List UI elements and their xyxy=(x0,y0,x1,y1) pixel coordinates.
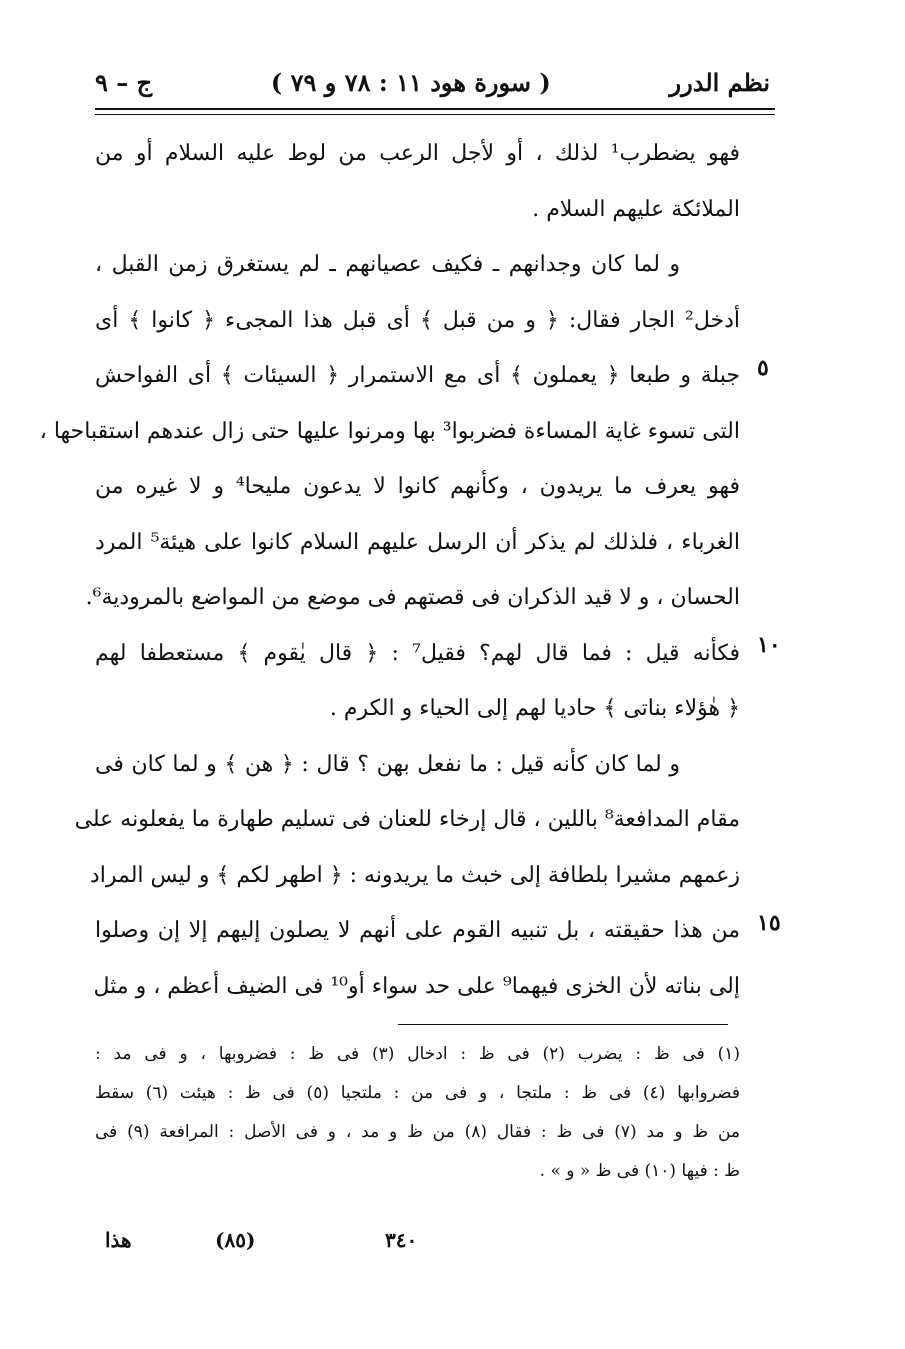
text-line: الغرباء ، فلذلك لم يذكر أن الرسل عليهم السلام كانوا على هيئة⁵ المرد xyxy=(95,529,740,555)
footnote-line: من ظ و مد (٧) فى ظ : فقال (٨) من ظ و مد ، و فى الأصل : المرافعة (٩) فى xyxy=(95,1122,740,1142)
text-line: التى تسوء غاية المساءة فضربوا³ بها ومرنوا عليها حتى زال عندهم استقباحها ، xyxy=(39,418,740,444)
text-line: فهو يضطرب¹ لذلك ، أو لأجل الرعب من لوط عليه السلام أو من xyxy=(95,141,740,166)
running-header xyxy=(95,62,770,102)
main-text xyxy=(39,126,741,1014)
volume-label: ج – ٩ xyxy=(95,67,153,97)
signature-mark: (٨٥) xyxy=(215,1228,256,1252)
text-line: فهو يعرف ما يريدون ، وكأنهم كانوا لا يدعون مليحا⁴ و لا غيره من xyxy=(95,474,741,499)
text-line: ﴿ هٰؤلاء بناتى ﴾ حاديا لهم إلى الحياء و الكرم . xyxy=(329,696,740,721)
text-line: مقام المدافعة⁸ باللين ، قال إرخاء للعنان فى تسليم طهارة ما يفعلونه على xyxy=(74,807,740,832)
text-line: و لما كان وجدانهم ـ فكيف عصيانهم ـ لم يستغرق زمن القبل ، xyxy=(95,252,680,277)
text-line: إلى بناته لأن الخزى فيهما⁹ على حد سواء أو¹⁰ فى الضيف أعظم ، و مثل xyxy=(93,973,740,999)
catchword: هذا xyxy=(105,1228,132,1252)
text-line: الحسان ، و لا قيد الذكران فى قصتهم فى موضع من المواضع بالمرودية⁶. xyxy=(85,585,740,610)
text-line: الملائكة عليهم السلام . xyxy=(532,196,740,222)
footnote-rule xyxy=(398,1024,728,1025)
text-line: و لما كان كأنه قيل : ما نفعل بهن ؟ قال : ﴿ هن ﴾ و لما كان فى xyxy=(95,751,680,777)
footnote-line: (١) فى ظ : يضرب (٢) فى ظ : ادخال (٣) فى ظ : فضروبها ، و فى مد : xyxy=(95,1044,740,1064)
footnote-line: فضروابها (٤) فى ظ : ملتجا ، و فى من : ملتجيا (٥) فى ظ : هيئت (٦) سقط xyxy=(95,1083,740,1103)
footnote-line: ظ : فيها (١٠) فى ظ « و » . xyxy=(539,1161,740,1181)
text-line: جبلة و طبعا ﴿ يعملون ﴾ أى مع الاستمرار ﴿ السيئات ﴾ أى الفواحش xyxy=(95,363,740,388)
text-line: زعمهم مشيرا بلطافة إلى خبث ما يريدونه : ﴿ اطهر لكم ﴾ و ليس المراد xyxy=(89,862,740,888)
header-rule-thin xyxy=(95,114,775,115)
page-number: ٣٤٠ xyxy=(385,1228,418,1252)
text-line: من هذا حقيقته ، بل تنبيه القوم على أنهم لا يصلون إليهم إلا إن وصلوا xyxy=(95,918,740,943)
text-line: أدخل² الجار فقال: ﴿ و من قبل ﴾ أى قبل هذا المجىء ﴿ كانوا ﴾ أى xyxy=(95,307,740,333)
text-line: فكأنه قيل : فما قال لهم؟ فقيل⁷ : ﴿ قال يٰقوم ﴾ مستعطفا لهم xyxy=(95,640,740,666)
surah-reference: ( سورة هود ١١ : ٧٨ و ٧٩ ) xyxy=(270,67,551,97)
footnotes xyxy=(95,1035,740,1191)
line-number-5: ٥ xyxy=(757,355,769,381)
book-title: نظم الدرر xyxy=(669,67,770,97)
page-footer xyxy=(95,1228,455,1262)
line-number-15: ١٥ xyxy=(757,910,781,936)
line-number-10: ١٠ xyxy=(757,632,781,658)
header-rule-thick xyxy=(95,108,775,110)
